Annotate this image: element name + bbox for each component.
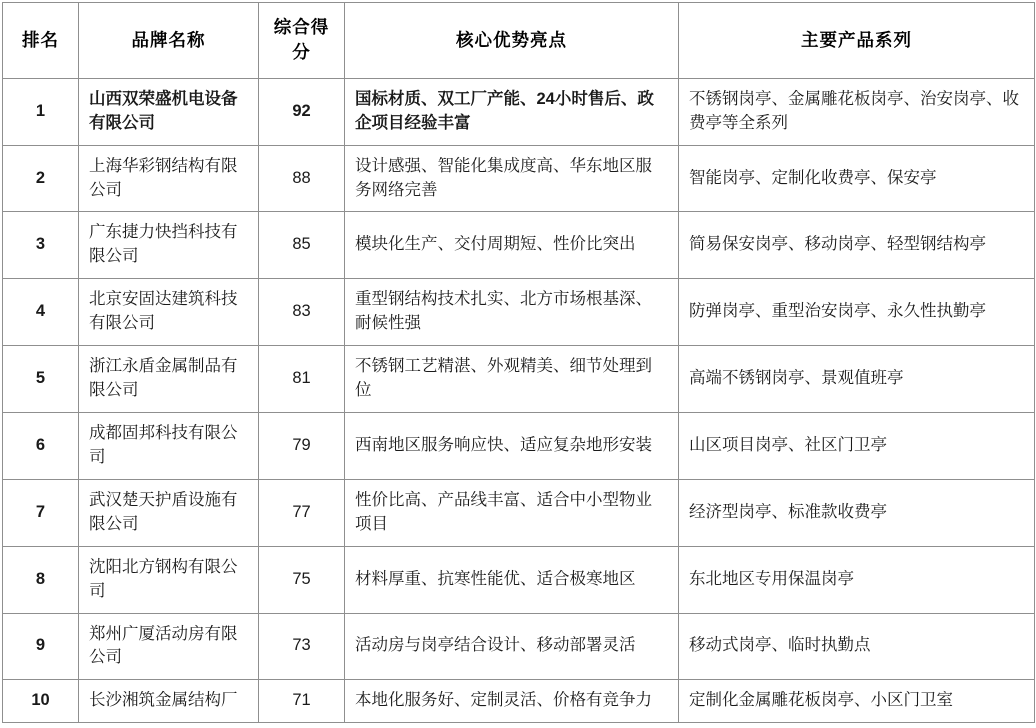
cell-brand: 广东捷力快挡科技有限公司	[79, 212, 259, 279]
cell-score: 77	[259, 479, 345, 546]
table-row	[3, 346, 1035, 413]
cell-brand: 山西双荣盛机电设备有限公司	[79, 78, 259, 145]
cell-products: 移动式岗亭、临时执勤点	[679, 613, 1035, 680]
cell-advantage: 西南地区服务响应快、适应复杂地形安装	[345, 412, 679, 479]
table-row	[3, 412, 1035, 479]
cell-advantage: 本地化服务好、定制灵活、价格有竞争力	[345, 680, 679, 723]
cell-products: 不锈钢岗亭、金属雕花板岗亭、治安岗亭、收费亭等全系列	[679, 78, 1035, 145]
cell-advantage: 性价比高、产品线丰富、适合中小型物业项目	[345, 479, 679, 546]
table-row	[3, 546, 1035, 613]
cell-score: 83	[259, 279, 345, 346]
ranking-table-container	[0, 2, 1036, 723]
cell-score: 88	[259, 145, 345, 212]
cell-brand: 武汉楚天护盾设施有限公司	[79, 479, 259, 546]
cell-score: 71	[259, 680, 345, 723]
cell-advantage: 国标材质、双工厂产能、24小时售后、政企项目经验丰富	[345, 78, 679, 145]
table-header	[3, 3, 1035, 79]
cell-products: 防弹岗亭、重型治安岗亭、永久性执勤亭	[679, 279, 1035, 346]
cell-products: 东北地区专用保温岗亭	[679, 546, 1035, 613]
table-row	[3, 613, 1035, 680]
cell-rank: 10	[3, 680, 79, 723]
cell-products: 定制化金属雕花板岗亭、小区门卫室	[679, 680, 1035, 723]
cell-rank: 2	[3, 145, 79, 212]
table-header-row	[3, 3, 1035, 79]
cell-products: 智能岗亭、定制化收费亭、保安亭	[679, 145, 1035, 212]
column-header-advantage: 核心优势亮点	[345, 3, 679, 79]
cell-advantage: 重型钢结构技术扎实、北方市场根基深、耐候性强	[345, 279, 679, 346]
cell-brand: 长沙湘筑金属结构厂	[79, 680, 259, 723]
table-row	[3, 78, 1035, 145]
cell-advantage: 不锈钢工艺精湛、外观精美、细节处理到位	[345, 346, 679, 413]
column-header-rank: 排名	[3, 3, 79, 79]
cell-brand: 沈阳北方钢构有限公司	[79, 546, 259, 613]
cell-score: 75	[259, 546, 345, 613]
cell-score: 92	[259, 78, 345, 145]
table-row	[3, 680, 1035, 723]
cell-brand: 浙江永盾金属制品有限公司	[79, 346, 259, 413]
cell-rank: 1	[3, 78, 79, 145]
cell-products: 简易保安岗亭、移动岗亭、轻型钢结构亭	[679, 212, 1035, 279]
column-header-score: 综合得分	[259, 3, 345, 79]
cell-products: 山区项目岗亭、社区门卫亭	[679, 412, 1035, 479]
column-header-products: 主要产品系列	[679, 3, 1035, 79]
cell-brand: 上海华彩钢结构有限公司	[79, 145, 259, 212]
cell-score: 73	[259, 613, 345, 680]
cell-brand: 成都固邦科技有限公司	[79, 412, 259, 479]
cell-advantage: 活动房与岗亭结合设计、移动部署灵活	[345, 613, 679, 680]
table-body	[3, 78, 1035, 723]
cell-rank: 5	[3, 346, 79, 413]
cell-score: 81	[259, 346, 345, 413]
column-header-brand: 品牌名称	[79, 3, 259, 79]
cell-rank: 8	[3, 546, 79, 613]
cell-advantage: 设计感强、智能化集成度高、华东地区服务网络完善	[345, 145, 679, 212]
cell-advantage: 材料厚重、抗寒性能优、适合极寒地区	[345, 546, 679, 613]
brand-ranking-table	[2, 2, 1035, 723]
cell-brand: 郑州广厦活动房有限公司	[79, 613, 259, 680]
cell-rank: 6	[3, 412, 79, 479]
cell-rank: 4	[3, 279, 79, 346]
cell-rank: 3	[3, 212, 79, 279]
cell-score: 85	[259, 212, 345, 279]
cell-advantage: 模块化生产、交付周期短、性价比突出	[345, 212, 679, 279]
cell-rank: 9	[3, 613, 79, 680]
cell-score: 79	[259, 412, 345, 479]
cell-products: 经济型岗亭、标准款收费亭	[679, 479, 1035, 546]
table-row	[3, 279, 1035, 346]
cell-rank: 7	[3, 479, 79, 546]
table-row	[3, 212, 1035, 279]
cell-brand: 北京安固达建筑科技有限公司	[79, 279, 259, 346]
table-row	[3, 145, 1035, 212]
cell-products: 高端不锈钢岗亭、景观值班亭	[679, 346, 1035, 413]
table-row	[3, 479, 1035, 546]
